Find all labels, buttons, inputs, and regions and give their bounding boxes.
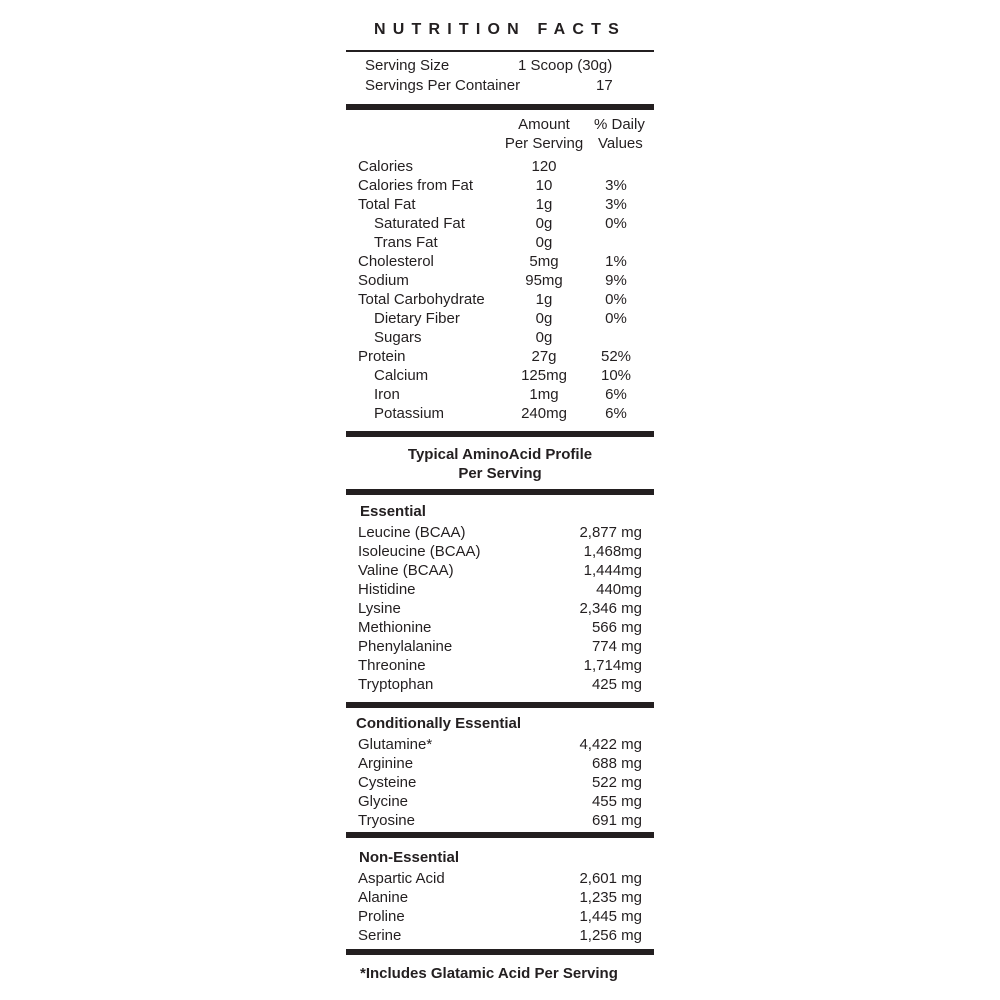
amino-value: 522 mg	[591, 774, 642, 791]
nutrition-facts-panel	[346, 0, 654, 1000]
serving-size-value: 1 Scoop (30g)	[518, 57, 613, 74]
servings-per-container-value: 17	[596, 77, 613, 94]
amino-value: 455 mg	[591, 793, 642, 810]
section-heading: Non-Essential	[359, 849, 460, 866]
nutrient-row	[346, 328, 654, 347]
amino-name: Lysine	[358, 600, 401, 617]
nutrient-row	[346, 233, 654, 252]
amino-row	[346, 811, 654, 830]
nutrient-label: Potassium	[374, 405, 445, 422]
nutrient-amount: 10	[535, 177, 553, 194]
nutrient-dv: 3%	[605, 177, 627, 194]
nutrient-dv: 1%	[605, 253, 627, 270]
divider	[346, 50, 654, 52]
amino-value: 1,235 mg	[579, 889, 642, 906]
amino-row	[346, 754, 654, 773]
nutrient-dv: 0%	[605, 291, 627, 308]
nutrient-row	[346, 366, 654, 385]
divider-thick	[346, 949, 654, 955]
amino-row	[346, 618, 654, 637]
nutrient-amount: 1g	[535, 291, 553, 308]
amino-value: 425 mg	[591, 676, 642, 693]
nutrient-label: Sodium	[358, 272, 409, 289]
nutrient-row	[346, 195, 654, 214]
nutrient-label: Sugars	[374, 329, 422, 346]
nutrient-label: Iron	[374, 386, 400, 403]
nutrient-dv: 3%	[605, 196, 627, 213]
nutrient-amount: 0g	[535, 215, 553, 232]
amino-name: Phenylalanine	[358, 638, 453, 655]
amino-row	[346, 523, 654, 542]
amino-row	[346, 675, 654, 694]
amino-row	[346, 926, 654, 945]
amino-row	[346, 637, 654, 656]
nutrient-label: Total Fat	[358, 196, 416, 213]
amino-value: 440mg	[596, 581, 642, 598]
servings-per-container-label: Servings Per Container	[365, 77, 521, 94]
amino-name: Isoleucine (BCAA)	[358, 543, 481, 560]
amino-name: Tryptophan	[358, 676, 434, 693]
nutrient-label: Calcium	[374, 367, 429, 384]
amino-profile-title-line2: Per Serving	[458, 465, 542, 482]
nutrient-row	[346, 309, 654, 328]
divider-thick	[346, 832, 654, 838]
section-heading: Essential	[360, 503, 426, 520]
amino-value: 774 mg	[591, 638, 642, 655]
nutrient-amount: 1mg	[529, 386, 559, 403]
amino-name: Glycine	[358, 793, 409, 810]
amino-name: Alanine	[358, 889, 409, 906]
amino-row	[346, 561, 654, 580]
section-heading: Conditionally Essential	[356, 715, 522, 732]
nutrient-amount: 27g	[531, 348, 557, 365]
divider-thick	[346, 489, 654, 495]
nutrient-label: Calories from Fat	[358, 177, 474, 194]
amino-name: Methionine	[358, 619, 432, 636]
amount-header-line2: Per Serving	[504, 135, 584, 152]
nutrient-dv: 9%	[605, 272, 627, 289]
amino-row	[346, 907, 654, 926]
divider-thick	[346, 702, 654, 708]
nutrient-label: Dietary Fiber	[374, 310, 460, 327]
amino-name: Aspartic Acid	[358, 870, 445, 887]
nutrient-row	[346, 214, 654, 233]
divider-thick	[346, 104, 654, 110]
amino-row	[346, 599, 654, 618]
amino-name: Arginine	[358, 755, 414, 772]
page-title: NUTRITION FACTS	[374, 21, 626, 38]
nutrient-amount: 1g	[535, 196, 553, 213]
footnote: *Includes Glatamic Acid Per Serving	[360, 965, 618, 982]
divider-thick	[346, 431, 654, 437]
amino-name: Glutamine*	[358, 736, 433, 753]
nutrient-row	[346, 176, 654, 195]
amino-name: Threonine	[358, 657, 426, 674]
nutrient-dv: 6%	[605, 405, 627, 422]
nutrient-dv: 10%	[600, 367, 632, 384]
nutrient-row	[346, 385, 654, 404]
dv-header-line1: % Daily	[594, 116, 645, 133]
amino-row	[346, 580, 654, 599]
nutrient-amount: 0g	[535, 329, 553, 346]
nutrient-dv: 52%	[600, 348, 632, 365]
amino-row	[346, 869, 654, 888]
amino-row	[346, 542, 654, 561]
amino-name: Serine	[358, 927, 402, 944]
nutrient-row	[346, 271, 654, 290]
amino-value: 2,601 mg	[579, 870, 642, 887]
nutrient-dv: 0%	[605, 310, 627, 327]
amino-value: 1,256 mg	[579, 927, 642, 944]
amino-value: 1,714mg	[583, 657, 642, 674]
nutrient-row	[346, 252, 654, 271]
amino-row	[346, 888, 654, 907]
nutrient-row	[346, 404, 654, 423]
amino-value: 1,468mg	[583, 543, 642, 560]
amino-value: 4,422 mg	[579, 736, 642, 753]
amino-value: 566 mg	[591, 619, 642, 636]
serving-size-label: Serving Size	[365, 57, 450, 74]
nutrient-label: Calories	[358, 158, 414, 175]
amount-header-line1: Amount	[518, 116, 570, 133]
nutrient-row	[346, 347, 654, 366]
amino-value: 2,346 mg	[579, 600, 642, 617]
amino-name: Leucine (BCAA)	[358, 524, 466, 541]
nutrient-dv: 0%	[605, 215, 627, 232]
amino-value: 2,877 mg	[579, 524, 642, 541]
amino-profile-title-line1: Typical AminoAcid Profile	[407, 446, 593, 463]
nutrient-label: Trans Fat	[374, 234, 438, 251]
amino-name: Cysteine	[358, 774, 417, 791]
nutrient-amount: 5mg	[529, 253, 559, 270]
nutrient-row	[346, 290, 654, 309]
nutrient-amount: 125mg	[521, 367, 567, 384]
nutrient-amount: 0g	[535, 310, 553, 327]
amino-value: 688 mg	[591, 755, 642, 772]
amino-row	[346, 735, 654, 754]
amino-row	[346, 656, 654, 675]
nutrient-label: Cholesterol	[358, 253, 434, 270]
nutrient-amount: 120	[531, 158, 557, 175]
amino-value: 1,444mg	[583, 562, 642, 579]
amino-name: Histidine	[358, 581, 416, 598]
dv-header-line2: Values	[598, 135, 643, 152]
nutrient-amount: 95mg	[525, 272, 563, 289]
amino-value: 691 mg	[591, 812, 642, 829]
amino-value: 1,445 mg	[579, 908, 642, 925]
nutrient-label: Total Carbohydrate	[358, 291, 485, 308]
amino-row	[346, 792, 654, 811]
nutrient-label: Saturated Fat	[374, 215, 465, 232]
amino-name: Tryosine	[358, 812, 415, 829]
amino-name: Proline	[358, 908, 405, 925]
amino-name: Valine (BCAA)	[358, 562, 454, 579]
nutrient-row	[346, 157, 654, 176]
nutrient-amount: 0g	[535, 234, 553, 251]
nutrient-dv: 6%	[605, 386, 627, 403]
nutrient-amount: 240mg	[521, 405, 567, 422]
amino-row	[346, 773, 654, 792]
nutrient-label: Protein	[358, 348, 406, 365]
